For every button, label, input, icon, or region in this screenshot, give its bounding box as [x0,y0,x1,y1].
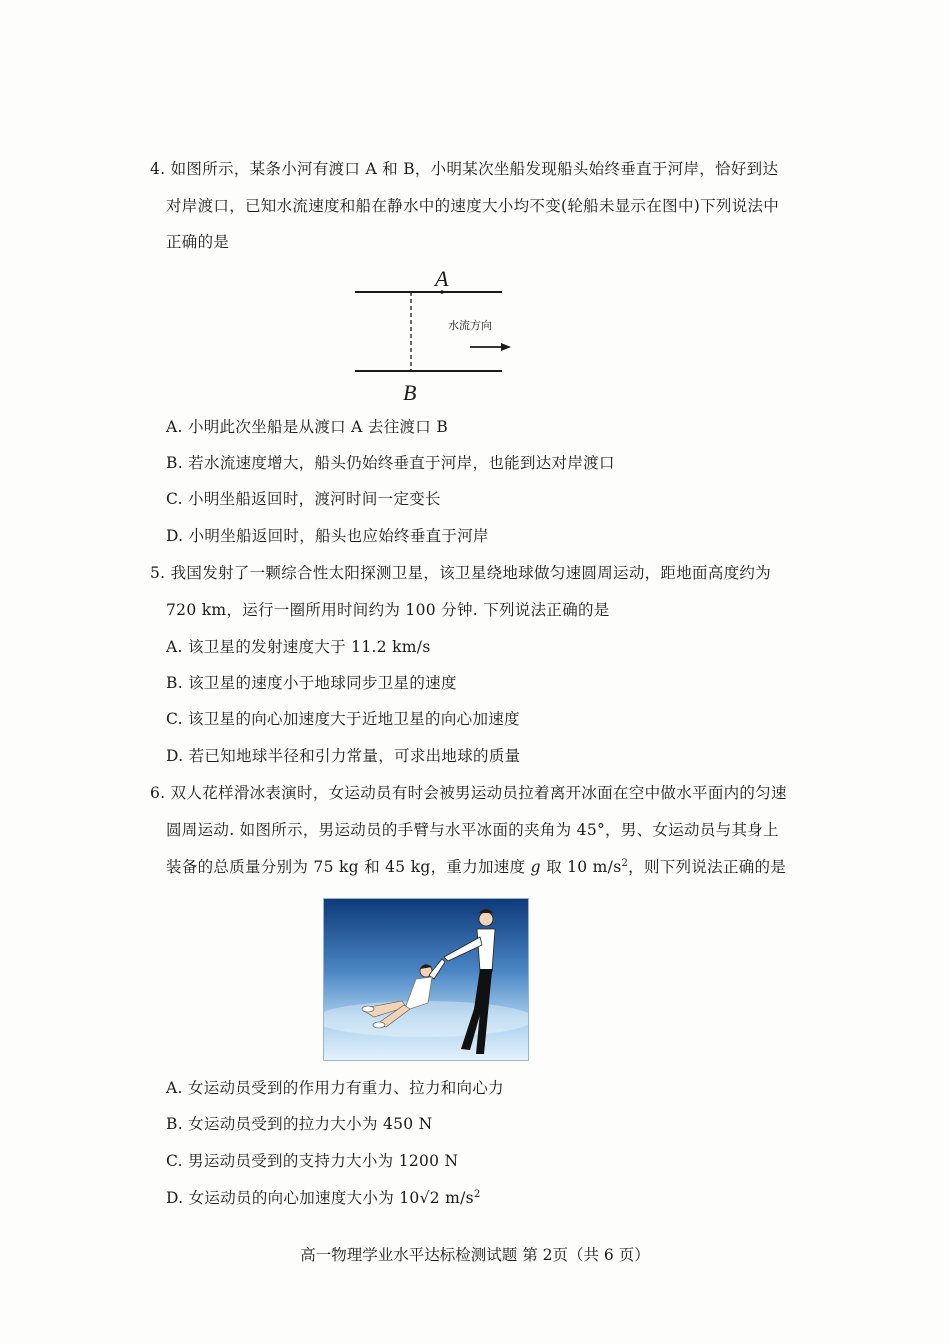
label-a: A [435,266,449,291]
q5-option-d: D. 若已知地球半径和引力常量，可求出地球的质量 [166,747,521,765]
q6-option-b: B. 女运动员受到的拉力大小为 450 N [166,1115,433,1133]
q4-line-1: 4. 如图所示，某条小河有渡口 A 和 B，小明某次坐船发现船头始终垂直于河岸，恰好到达 [150,160,779,178]
q4-option-b: B. 若水流速度增大，船头仍始终垂直于河岸，也能到达对岸渡口 [166,454,615,472]
flow-label: 水流方向 [448,319,492,332]
q5-line-2: 720 km，运行一圈所用时间约为 100 分钟. 下列说法正确的是 [166,601,610,619]
river-crossing-figure [350,262,520,408]
page-footer: 高一物理学业水平达标检测试题 第 2页（共 6 页） [300,1246,650,1264]
q4-option-c: C. 小明坐船返回时，渡河时间一定变长 [166,490,441,508]
q6-option-a: A. 女运动员受到的作用力有重力、拉力和向心力 [166,1079,504,1097]
q6-line-3: 装备的总质量分别为 75 kg 和 45 kg，重力加速度 g 取 10 $m/s^2$，则下列说法正确的是 [166,857,787,876]
q6-option-c: C. 男运动员受到的支持力大小为 1200 N [166,1152,459,1170]
q5-option-c: C. 该卫星的向心加速度大于近地卫星的向心加速度 [166,710,520,728]
figure-skating-image [323,898,529,1061]
q5-line-1: 5. 我国发射了一颗综合性太阳探测卫星，该卫星绕地球做匀速圆周运动，距地面高度约为 [150,564,772,582]
q6-option-d: D. 女运动员的向心加速度大小为 10√2 $m/s^2$ [166,1188,481,1207]
sqrt-two: √2 [419,1189,440,1207]
gravity-symbol: g [530,858,541,876]
q6-line-1: 6. 双人花样滑冰表演时，女运动员有时会被男运动员拉着离开冰面在空中做水平面内的匀速 [150,784,787,802]
q4-option-d: D. 小明坐船返回时，船头也应始终垂直于河岸 [166,527,489,545]
q5-option-a: A. 该卫星的发射速度大于 11.2 km/s [166,638,431,656]
label-b: B [403,380,417,405]
q6-line-2: 圆周运动. 如图所示，男运动员的手臂与水平冰面的夹角为 45°，男、女运动员与其身上 [166,821,779,839]
q5-option-b: B. 该卫星的速度小于地球同步卫星的速度 [166,674,457,692]
q4-option-a: A. 小明此次坐船是从渡口 A 去往渡口 B [166,418,449,436]
q4-line-2: 对岸渡口，已知水流速度和船在静水中的速度大小均不变(轮船未显示在图中)下列说法中 [166,197,780,215]
q4-line-3: 正确的是 [166,233,230,251]
